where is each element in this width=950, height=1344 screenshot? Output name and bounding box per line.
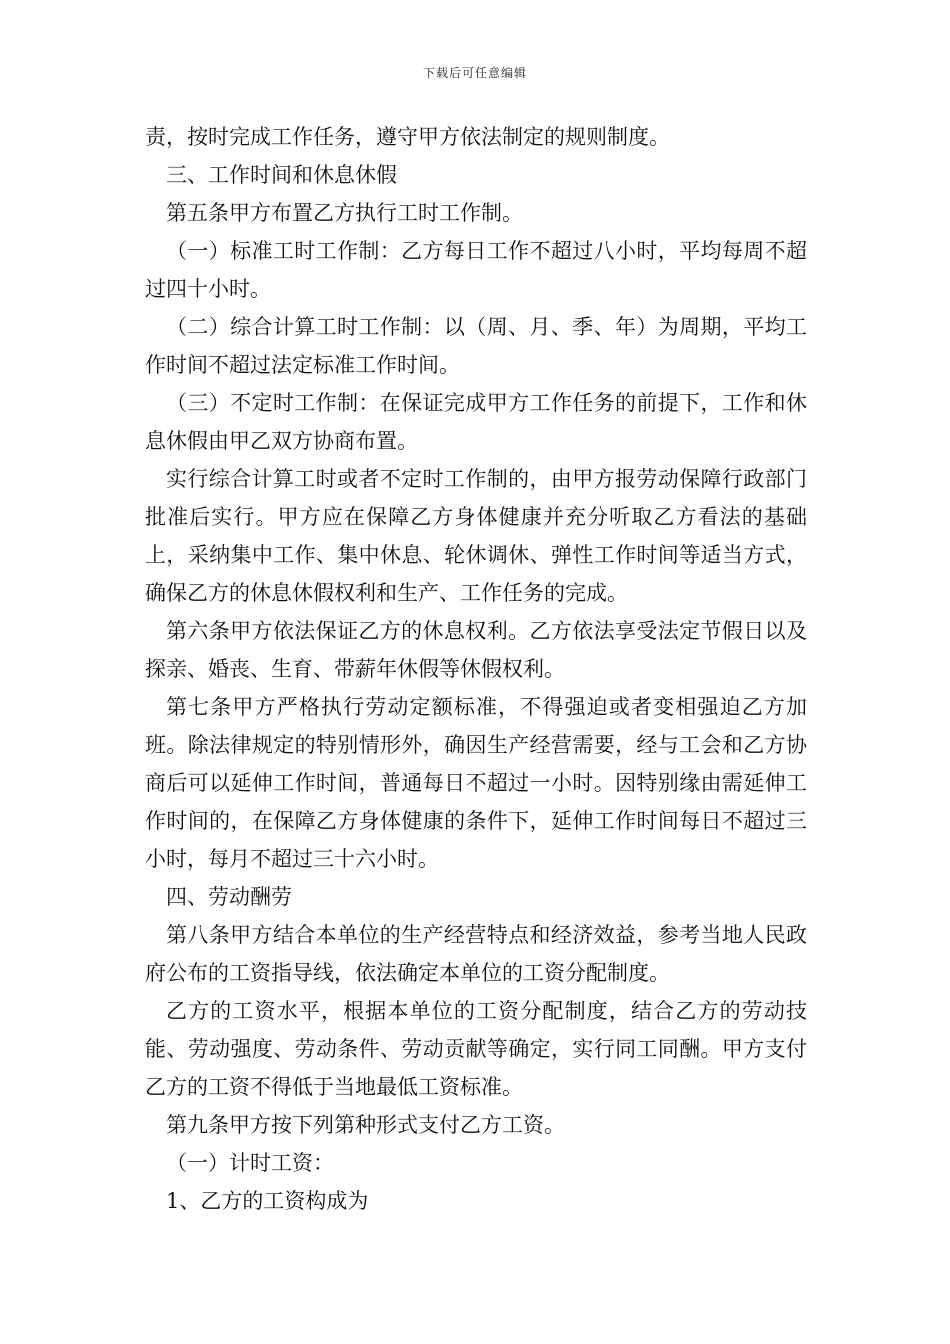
- clause-flexible-hours: （三）不定时工作制：在保证完成甲方工作任务的前提下，工作和休息休假由甲乙双方协商布置。: [145, 391, 807, 453]
- page-header: 下载后可任意编辑: [422, 66, 527, 80]
- paragraph-approval: 实行综合计算工时或者不定时工作制的，由甲方报劳动保障行政部门批准后实行。甲方应在保障乙方身体健康并充分听取乙方看法的基础上，采纳集中工作、集中休息、轮休调休、弹性工作时间等适当方式，确保乙方的休息休假权利和生产、工作任务的完成。: [145, 467, 807, 605]
- clause-comprehensive-hours: （二）综合计算工时工作制：以（周、月、季、年）为周期，平均工作时间不超过法定标准工作时间。: [145, 315, 807, 377]
- clause-standard-hours: （一）标准工时工作制：乙方每日工作不超过八小时，平均每周不超过四十小时。: [145, 239, 807, 301]
- section-heading-work-time: 三、工作时间和休息休假: [166, 163, 397, 187]
- paragraph-wage-level: 乙方的工资水平，根据本单位的工资分配制度，结合乙方的劳动技能、劳动强度、劳动条件、劳动贡献等确定，实行同工同酬。甲方支付乙方的工资不得低于当地最低工资标准。: [145, 999, 807, 1099]
- article-5: 第五条甲方布置乙方执行工时工作制。: [166, 201, 523, 225]
- document-body: [145, 118, 807, 1220]
- paragraph-continuation: 责，按时完成工作任务，遵守甲方依法制定的规则制度。: [145, 125, 670, 149]
- article-9: 第九条甲方按下列第种形式支付乙方工资。: [166, 1113, 565, 1137]
- item-wage-composition: 1、乙方的工资构成为: [166, 1189, 369, 1213]
- article-6: 第六条甲方依法保证乙方的休息权利。乙方依法享受法定节假日以及探亲、婚丧、生育、带薪年休假等休假权利。: [145, 619, 807, 681]
- article-7: 第七条甲方严格执行劳动定额标准，不得强迫或者变相强迫乙方加班。除法律规定的特别情形外，确因生产经营需要，经与工会和乙方协商后可以延伸工作时间，普通每日不超过一小时。因特别缘由需延伸工作时间的，在保障乙方身体健康的条件下，延伸工作时间每日不超过三小时，每月不超过三十六小时。: [145, 695, 807, 871]
- article-8: 第八条甲方结合本单位的生产经营特点和经济效益，参考当地人民政府公布的工资指导线，依法确定本单位的工资分配制度。: [145, 923, 807, 985]
- section-heading-remuneration: 四、劳动酬劳: [166, 885, 292, 909]
- clause-hourly-wage: （一）计时工资：: [166, 1151, 334, 1175]
